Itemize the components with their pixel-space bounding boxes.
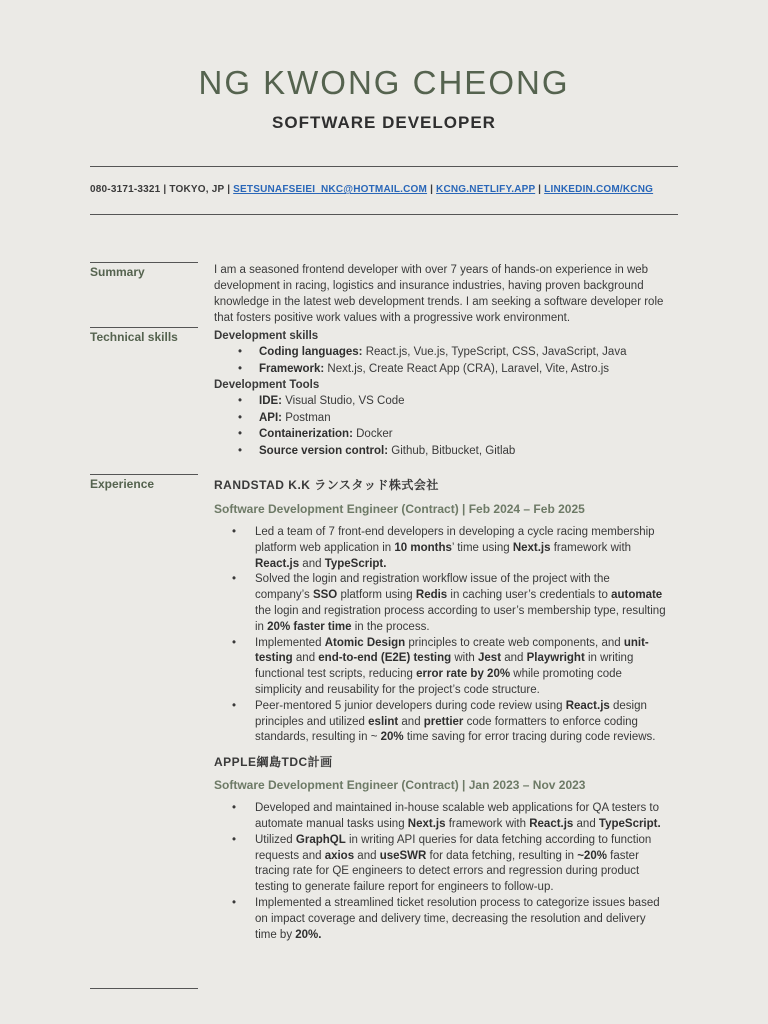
skill-value: Github, Bitbucket, Gitlab <box>391 444 516 457</box>
experience-section <box>214 477 666 943</box>
bullet-text: in writing functional test scripts, reducing <box>255 652 634 681</box>
dev-skills-heading: Development skills <box>214 330 319 342</box>
dev-tools-heading: Development Tools <box>214 379 320 392</box>
bullet-emphasis: end-to-end (E2E) testing <box>318 652 452 665</box>
candidate-role: SOFTWARE DEVELOPER <box>272 113 496 132</box>
bullet-text: in writing API queries for data fetching according to function requests and <box>255 833 652 862</box>
bullet-emphasis: eslint <box>368 715 399 728</box>
contact-linkedin-link[interactable]: LINKEDIN.COM/KCNG <box>544 184 654 195</box>
bullet-emphasis: SSO <box>312 589 338 602</box>
bullet-emphasis: React.js <box>529 817 574 830</box>
contact-website-link[interactable]: KCNG.NETLIFY.APP <box>436 184 536 195</box>
skill-key: API: <box>259 411 282 424</box>
skill-value: Visual Studio, VS Code <box>285 395 405 408</box>
bullet-emphasis: prettier <box>423 715 464 728</box>
skill-item <box>214 344 666 361</box>
skill-key: Coding languages: <box>259 346 363 358</box>
bullet-text: Implemented a streamlined ticket resolution process to categorize issues based on impact coverage and delivery time, decreasing the resolution and delivery time by <box>255 896 660 941</box>
bullet-emphasis: GraphQL <box>295 833 346 846</box>
bullet-text: faster tracing rate for QE engineers to detect errors and regression during product testing to generate failure report for engineers to follow-up. <box>255 849 640 894</box>
contact-separator: | <box>163 184 167 195</box>
summary-section-label: Summary <box>90 262 198 279</box>
bullet-emphasis: 20% <box>380 731 404 744</box>
job-company: APPLE綱島TDC計画 <box>214 755 333 770</box>
skill-item <box>214 393 666 410</box>
bullet-text: while promoting code simplicity and reusability for the project’s code structure. <box>255 668 622 696</box>
job-title: Software Development Engineer (Contract) | Feb 2024 – Feb 2025 <box>214 502 585 516</box>
bullet-text: the login and registration process according to user’s membership type, resulting in <box>255 604 666 633</box>
bullet-emphasis: Next.js <box>512 541 551 554</box>
bullet-emphasis: automate <box>611 589 663 602</box>
contact-bar <box>90 184 678 195</box>
bullet-text: Utilized <box>255 833 296 846</box>
bullet-emphasis: 20%. <box>295 928 322 941</box>
skills-section-label: Technical skills <box>90 327 198 344</box>
bullet-text: Developed and maintained in-house scalable web applications for QA testers to automate manual tasks using <box>255 802 660 830</box>
skill-item <box>214 443 666 460</box>
job-bullet <box>214 636 666 699</box>
contact-phone: 080-3171-3321 <box>90 184 161 195</box>
bullet-emphasis: 20% faster time <box>267 620 352 633</box>
skill-item <box>214 361 666 378</box>
bullet-emphasis: Next.js <box>407 817 446 830</box>
bullet-emphasis: React.js <box>565 699 610 712</box>
bullet-emphasis: Playwright <box>526 652 585 665</box>
summary-section <box>214 262 666 326</box>
bullet-emphasis: Atomic Design <box>324 636 406 649</box>
skill-value: React.js, Vue.js, TypeScript, CSS, JavaScript, Java <box>365 346 627 358</box>
bullet-emphasis: Jest <box>478 652 502 665</box>
bullet-emphasis: axios <box>324 849 355 862</box>
bullet-emphasis: ~20% <box>577 849 607 862</box>
skill-key: Source version control: <box>259 444 389 457</box>
skill-value: Next.js, Create React App (CRA), Laravel, Vite, Astro.js <box>327 362 610 375</box>
bullet-text: Implemented <box>255 636 325 649</box>
contact-location: TOKYO, JP <box>169 184 225 195</box>
job-bullet <box>214 801 666 833</box>
bullet-text: Solved the login and registration workflow issue of the project with the company’s <box>255 573 610 602</box>
bullet-text: and <box>398 715 424 728</box>
bullet-text: and <box>501 652 527 665</box>
bullet-text: time saving for error tracing during code reviews. <box>403 731 656 744</box>
bullet-emphasis: TypeScript. <box>324 557 387 570</box>
bullet-text: platform using <box>337 589 416 602</box>
header-divider-bottom <box>90 214 678 215</box>
job-company: RANDSTAD K.K ランスタッド株式会社 <box>214 478 439 492</box>
bullet-text: and <box>292 652 319 665</box>
job-entry <box>214 477 666 746</box>
job-bullet <box>214 572 666 635</box>
skill-key: Framework: <box>259 362 325 375</box>
job-bullet <box>214 833 666 896</box>
job-bullets <box>214 525 666 746</box>
job-bullet <box>214 525 666 572</box>
bullet-emphasis: unit-testing <box>255 636 649 665</box>
contact-separator: | <box>430 184 434 195</box>
skill-item <box>214 410 666 427</box>
bullet-emphasis: useSWR <box>379 849 427 862</box>
bullet-text: and <box>573 817 599 830</box>
summary-text: I am a seasoned frontend developer with over 7 years of hands-on experience in web development in racing, logistics and insurance industries, having proven background knowledge in the latest web development trends. I am seeking a software developer role that fosters positive work values with a progressive work environment. <box>214 264 664 324</box>
bullet-emphasis: error rate by 20% <box>416 668 511 681</box>
skill-item <box>214 426 666 443</box>
dev-skills-list <box>214 344 666 377</box>
bullet-text: principles to create web components, and <box>405 636 624 649</box>
header-divider-top <box>90 166 678 167</box>
contact-email-link[interactable]: SETSUNAFSEIEI_NKC@HOTMAIL.COM <box>233 184 428 195</box>
job-bullet <box>214 896 666 943</box>
contact-separator: | <box>227 184 231 195</box>
bullet-text: and <box>299 557 325 570</box>
experience-section-label: Experience <box>90 474 198 491</box>
bullet-text: and <box>354 849 380 862</box>
bullet-text: code formatters to enforce coding standards, resulting in ~ <box>255 715 638 744</box>
bullet-text: Led a team of 7 front-end developers in developing a cycle racing membership platform web application in <box>255 526 655 554</box>
bullet-text: design principles and utilized <box>255 699 647 728</box>
bullet-emphasis: 10 months <box>394 541 452 554</box>
skill-value: Postman <box>285 411 331 424</box>
bullet-text: framework with <box>445 817 530 830</box>
bullet-emphasis: React.js <box>255 557 300 570</box>
job-bullets <box>214 801 666 943</box>
skill-value: Docker <box>356 428 393 441</box>
job-bullet <box>214 699 666 746</box>
skill-key: IDE: <box>259 395 282 408</box>
dev-tools-list <box>214 393 666 459</box>
bullet-emphasis: TypeScript. <box>598 817 661 830</box>
job-entry <box>214 754 666 943</box>
skill-key: Containerization: <box>259 428 353 441</box>
section-divider-bottom <box>90 988 198 989</box>
bullet-text: ’ time using <box>451 541 513 554</box>
bullet-text: for data fetching, resulting in <box>426 849 578 862</box>
bullet-emphasis: Redis <box>415 589 448 602</box>
job-title: Software Development Engineer (Contract) | Jan 2023 – Nov 2023 <box>214 778 586 793</box>
bullet-text: framework with <box>550 541 632 554</box>
bullet-text: with <box>451 652 479 665</box>
bullet-text: in caching user’s credentials to <box>447 589 612 602</box>
candidate-name: NG KWONG CHEONG <box>198 64 570 101</box>
bullet-text: in the process. <box>351 620 430 633</box>
skills-section <box>214 328 666 460</box>
contact-separator: | <box>538 184 542 195</box>
bullet-text: Peer-mentored 5 junior developers during code review using <box>255 699 566 712</box>
